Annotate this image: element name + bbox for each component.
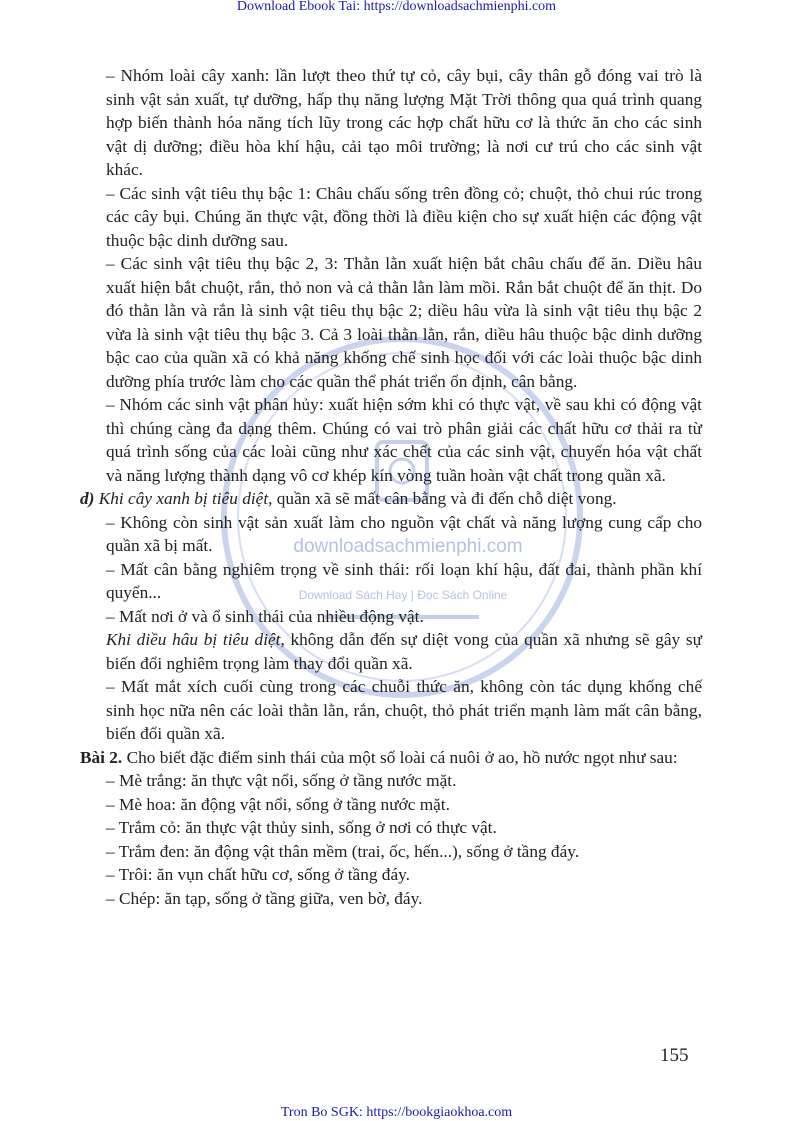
watermark-text: downloadsachmienphi.com xyxy=(293,536,523,557)
watermark-subtext: Download Sách Hay | Đọc Sách Online xyxy=(298,588,508,602)
paragraph-consumers-2-3: – Các sinh vật tiêu thụ bậc 2, 3: Thằn lằn xuất hiện bắt châu chấu để ăn. Diều hâu xuất hiện bắt chuột, rắn, thỏ non và cả thằn lằn làm mồi. Rắn bắt chuột để ăn thịt. Do đó thằn lằn và rắn là sinh vật tiêu thụ bậc 2; diều hâu vừa là sinh vật tiêu thụ bậc 2 vừa là sinh vật tiêu thụ bậc 3. Cả 3 loài thằn lằn, rắn, diều hâu thuộc bậc dinh dưỡng bậc cao của quần xã có khả năng khống chế sinh học đối với các loài thuộc bậc dinh dưỡng phía trước làm cho các quần thể phát triển ổn định, cân bằng. xyxy=(106,254,702,391)
paragraph-no-producers: – Không còn sinh vật sản xuất làm cho nguồn vật chất và năng lượng cung cấp cho quần xã bị mất. xyxy=(106,512,702,555)
section-d-rest: quần xã sẽ mất cân bằng và đi đến chỗ diệt vong. xyxy=(272,489,617,508)
section-d-label: d) xyxy=(80,489,95,508)
fish-list xyxy=(106,769,702,910)
list-item: – Trắm cỏ: ăn thực vật thủy sinh, sống ở nơi có thực vật. xyxy=(106,818,497,837)
list-item: – Chép: ăn tạp, sống ở tầng giữa, ven bờ, đáy. xyxy=(106,888,423,908)
paragraph-hawk-extinct xyxy=(106,628,702,675)
list-item: – Trôi: ăn vụn chất hữu cơ, sống ở tầng đáy. xyxy=(106,865,410,884)
hawk-rest: không dẫn đến sự diệt vong của quần xã nhưng sẽ gây sự biến đổi nghiêm trọng làm thay đổi quần xã. xyxy=(106,630,702,673)
section-d-italic: Khi cây xanh bị tiêu diệt, xyxy=(98,489,273,508)
exercise-2-text: Cho biết đặc điểm sinh thái của một số loài cá nuôi ở ao, hồ nước ngọt như sau: xyxy=(122,747,678,767)
paragraph-habitat-loss: – Mất nơi ở và ổ sinh thái của nhiều động vật. xyxy=(106,606,424,626)
paragraph-last-link: – Mất mắt xích cuối cùng trong các chuỗi thức ăn, không còn tác dụng khống chế sinh học nữa nên các loài thằn lằn, rắn, chuột, thỏ phát triển mạnh làm mất cân bằng, biến đổi quần xã. xyxy=(106,677,702,743)
list-item: – Trắm đen: ăn động vật thân mềm (trai, ốc, hến...), sống ở tầng đáy. xyxy=(106,841,580,861)
paragraph-imbalance: – Mất cân bằng nghiêm trọng về sinh thái: rối loạn khí hậu, đất đai, thành phần khí quyển... xyxy=(106,559,702,602)
list-item: – Mè hoa: ăn động vật nổi, sống ở tầng nước mặt. xyxy=(106,794,450,814)
hawk-italic: Khi diều hâu bị tiêu diệt, xyxy=(106,630,285,649)
list-item: – Mè trắng: ăn thực vật nổi, sống ở tầng nước mặt. xyxy=(106,771,457,790)
header-download-link[interactable]: Download Ebook Tai: https://downloadsachmienphi.com xyxy=(236,0,557,14)
footer-sgk-link[interactable]: Tron Bo SGK: https://bookgiaokhoa.com xyxy=(280,1105,513,1120)
page-content xyxy=(80,64,702,910)
exercise-2-heading xyxy=(80,746,702,770)
page-number: 155 xyxy=(660,1045,689,1066)
exercise-2-label: Bài 2. xyxy=(80,747,123,767)
section-d-heading xyxy=(80,487,702,511)
paragraph-decomposers: – Nhóm các sinh vật phân hủy: xuất hiện sớm khi có thực vật, về sau khi có động vật thì chúng càng đa dạng thêm. Chúng có vai trò phân giải các chất hữu cơ thải ra từ quá trình sống của các loài cũng như xác chết của các sinh vật, chuyển hóa vật chất và năng lượng thành dạng vô cơ khép kín vòng tuần hoàn vật chất trong quần xã. xyxy=(106,395,702,485)
paragraph-consumers-1: – Các sinh vật tiêu thụ bậc 1: Châu chấu sống trên đồng cỏ; chuột, thỏ chui rúc trong các cây bụi. Chúng ăn thực vật, đồng thời là điều kiện cho sự xuất hiện các động vật thuộc bậc dinh dưỡng sau. xyxy=(106,183,702,250)
paragraph-plants: – Nhóm loài cây xanh: lần lượt theo thứ tự cỏ, cây bụi, cây thân gỗ đóng vai trò là sinh vật sản xuất, tự dưỡng, hấp thụ năng lượng Mặt Trời thông qua quá trình quang hợp biến thành hóa năng tích lũy trong các hợp chất hữu cơ là thức ăn cho các sinh vật dị dưỡng; điều hòa khí hậu, cải tạo môi trường; là nơi cư trú cho các sinh vật khác. xyxy=(106,66,702,179)
